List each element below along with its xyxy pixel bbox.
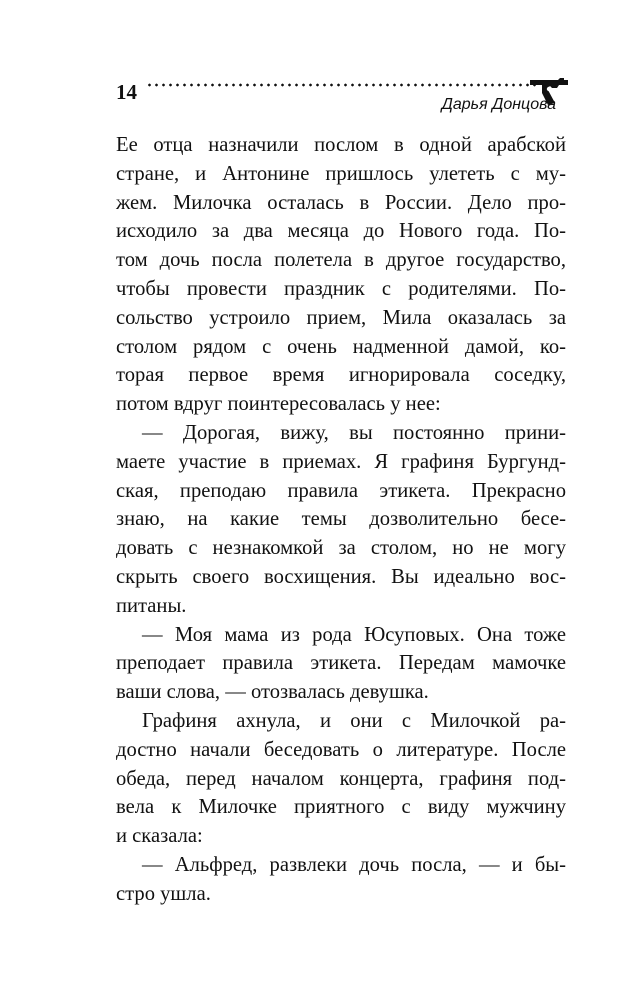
text-line: ваши слова, — отозвалась девушка. xyxy=(116,681,429,704)
text-line: — Альфред, развлеки дочь посла, — и бы- xyxy=(142,853,566,876)
dotted-leader xyxy=(146,83,536,87)
running-header xyxy=(116,76,568,122)
text-line: обеда, перед началом концерта, графиня под- xyxy=(116,767,566,790)
text-line: преподает правила этикета. Передам мамочке xyxy=(116,652,566,675)
text-line: знаю, на какие темы дозволительно бесе- xyxy=(116,508,566,531)
text-line: жем. Милочка осталась в России. Дело про- xyxy=(116,191,566,214)
author-name: Дарья Донцова xyxy=(441,96,556,113)
text-line: торая первое время игнорировала соседку, xyxy=(116,364,566,387)
text-line: вела к Милочке приятного с виду мужчину xyxy=(116,796,566,819)
text-line: потом вдруг поинтересовалась у нее: xyxy=(116,393,441,416)
page-number: 14 xyxy=(116,80,137,104)
text-line: стро ушла. xyxy=(116,882,211,905)
text-line: и сказала: xyxy=(116,825,203,848)
text-line: стране, и Антонине пришлось улететь с му- xyxy=(116,162,566,185)
text-line: исходило за два месяца до Нового года. По- xyxy=(116,220,566,243)
text-line: ская, преподаю правила этикета. Прекрасно xyxy=(116,479,566,502)
text-line: довать с незнакомкой за столом, но не могу xyxy=(116,537,566,560)
text-line: сольство устроило прием, Мила оказалась за xyxy=(116,306,566,329)
text-line: питаны. xyxy=(116,594,187,617)
text-line: маете участие в приемах. Я графиня Бургунд- xyxy=(116,450,566,473)
text-line: Ее отца назначили послом в одной арабской xyxy=(116,134,566,156)
text-line: Графиня ахнула, и они с Милочкой ра- xyxy=(142,709,566,732)
text-line: достно начали беседовать о литературе. После xyxy=(116,738,566,761)
text-line: скрыть своего восхищения. Вы идеально вос- xyxy=(116,565,566,588)
text-line: столом рядом с очень надменной дамой, ко- xyxy=(116,335,566,358)
text-line: чтобы провести праздник с родителями. По- xyxy=(116,277,566,300)
text-line: — Дорогая, вижу, вы постоянно прини- xyxy=(142,421,566,444)
text-line: — Моя мама из рода Юсуповых. Она тоже xyxy=(142,623,566,646)
body-text xyxy=(116,131,566,909)
text-line: том дочь посла полетела в другое государство, xyxy=(116,249,566,272)
